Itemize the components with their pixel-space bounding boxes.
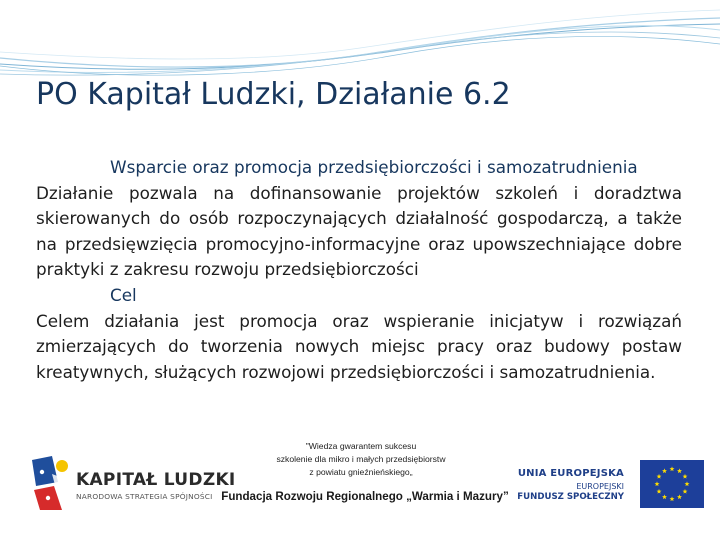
motto-line: szkolenie dla mikro i małych przedsiębiorstw [276,454,446,464]
slide-body [36,155,682,385]
kapital-ludzki-subtitle: NARODOWA STRATEGIA SPÓJNOŚCI [76,492,213,501]
kapital-ludzki-title: KAPITAŁ LUDZKI [76,470,236,490]
eu-union-label: UNIA EUROPEJSKA [517,468,624,479]
motto-line: z powiatu gnieźnieńskiego„ [309,467,413,477]
project-motto [246,440,476,479]
subheading-goal: Cel [110,284,137,305]
foundation-name: Fundacja Rozwoju Regionalnego „Warmia i Mazury” [221,490,509,503]
subheading-support: Wsparcie oraz promocja przedsiębiorczości i samozatrudnienia [110,157,638,177]
slide-title: PO Kapitał Ludzki, Działanie 6.2 [36,77,511,112]
eu-logo-text [514,468,624,502]
eu-fund-label-1: EUROPEJSKI [576,482,624,491]
eu-fund-label-2: FUNDUSZ SPOŁECZNY [517,492,624,502]
paragraph-goal: Celem działania jest promocja oraz wspieranie inicjatyw i rozwiązań zmierzających do tworzenia nowych miejsc pracy oraz budowy postaw kreatywnych, służących rozwojowi przedsiębiorczości i samozatrudnienia. [36,310,682,382]
kapital-ludzki-mark-icon [28,452,72,514]
kapital-ludzki-logo [28,452,236,514]
paragraph-description: Działanie pozwala na dofinansowanie projektów szkoleń i doradztwa skierowanych do osób rozpoczynających działalność gospodarczą, a także na przedsięwzięcia promocyjno-informacyjne oraz upowszechniające dobre praktyki z zakresu rozwoju przedsiębiorczości [36,182,682,280]
motto-line: "Wiedza gwarantem sukcesu [305,441,417,451]
eu-flag-icon [640,460,704,508]
